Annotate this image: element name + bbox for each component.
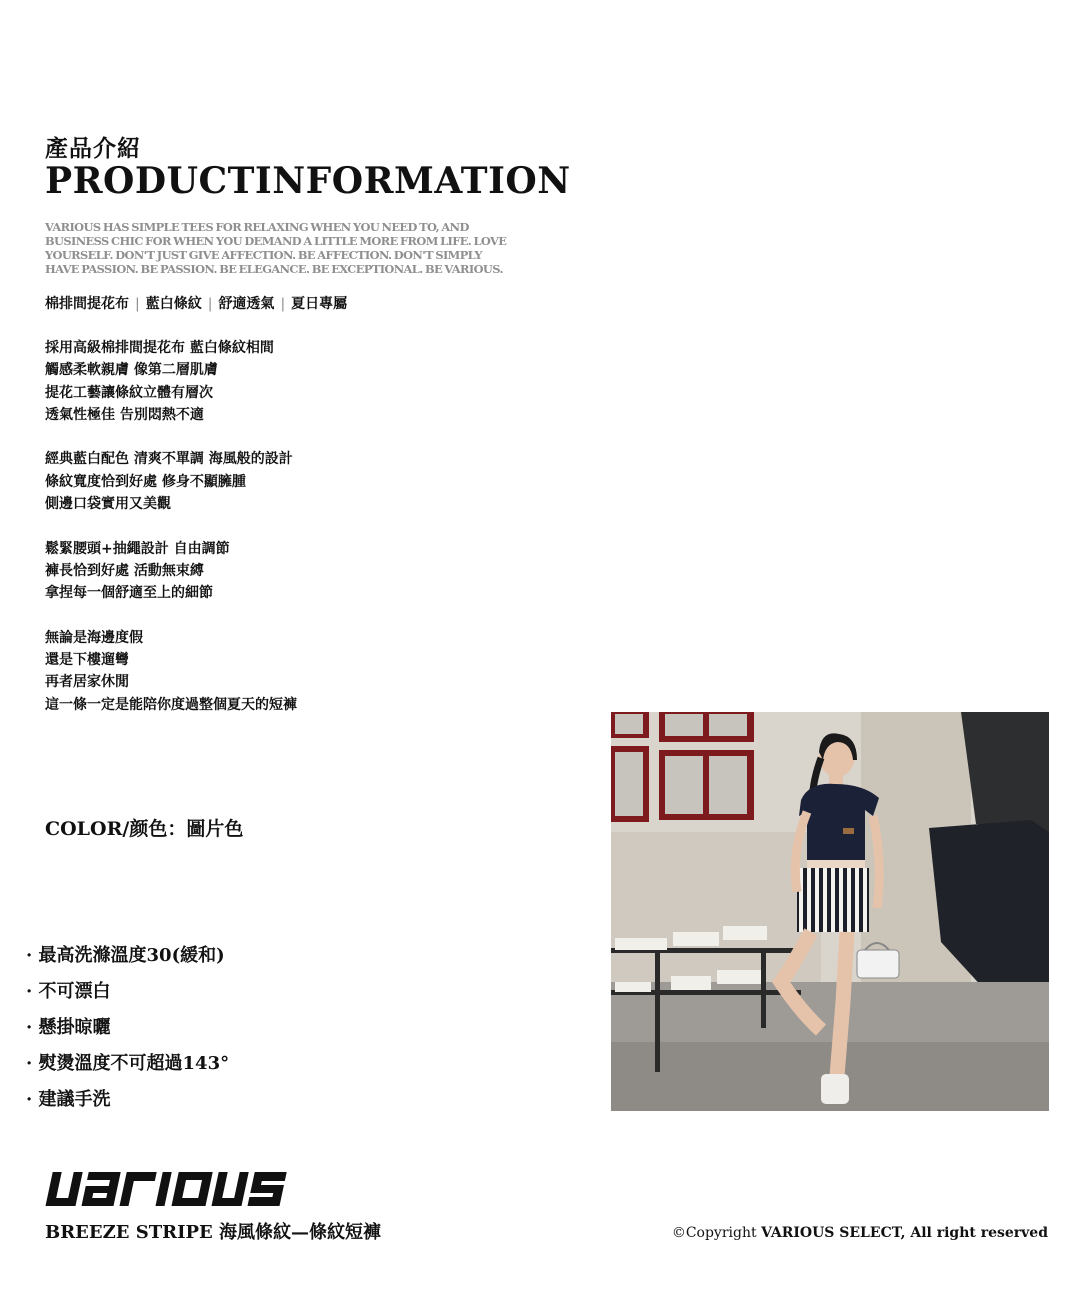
- brand-logo: [42, 1166, 310, 1214]
- feature-tagline: [45, 293, 347, 313]
- tagline-separator: |: [135, 296, 140, 312]
- description-line: 還是下樓遛彎: [45, 652, 129, 669]
- description-paragraph: [45, 627, 297, 716]
- tagline-item: 舒適透氣: [218, 296, 275, 312]
- section-title-zh: 產品介紹: [45, 135, 141, 162]
- color-label: COLOR/颜色：: [45, 818, 187, 840]
- description-line: 鬆緊腰頭+抽繩設計 自由調節: [45, 540, 230, 557]
- section-title-en: PRODUCTINFORMATION: [45, 160, 571, 202]
- description-line: 提花工藝讓條紋立體有層次: [45, 384, 213, 401]
- various-logo-mark: [42, 1166, 310, 1210]
- description-line: 無論是海邊度假: [45, 629, 143, 646]
- product-photo: [611, 712, 1049, 1111]
- color-value: 圖片色: [186, 818, 244, 840]
- product-description: [45, 337, 297, 738]
- brand-intro-text: VARIOUS HAS SIMPLE TEES FOR RELAXING WHEN YOU NEED TO, AND BUSINESS CHIC FOR WHEN YOU DEMAND A LITTLE MORE FROM LIFE. LOVE YOURSELF. DON'T JUST GIVE AFFECTION. BE AFFECTION. DON'T SIMPLY HAVE PASSION. BE PASSION. BE ELEGANCE. BE EXCEPTIONAL. BE VARIOUS.: [45, 220, 507, 276]
- tagline-item: 棉排間提花布: [45, 296, 129, 312]
- description-line: 再者居家休閒: [45, 674, 129, 691]
- description-line: 採用高級棉排間提花布 藍白條紋相間: [45, 340, 274, 356]
- care-item: · 不可漂白: [26, 981, 111, 1002]
- description-line: 這一條一定是能陪你度過整個夏天的短褲: [45, 696, 297, 713]
- tagline-item: 夏日專屬: [291, 296, 348, 312]
- description-line: 褲長恰到好處 活動無束縛: [45, 562, 204, 579]
- color-info: [45, 814, 243, 841]
- description-line: 經典藍白配色 清爽不單調 海風般的設計: [45, 451, 293, 468]
- description-line: 觸感柔軟親膚 像第二層肌膚: [45, 362, 218, 379]
- care-item: · 熨燙溫度不可超過143°: [26, 1053, 230, 1074]
- description-paragraph: [45, 337, 297, 426]
- tagline-item: 藍白條紋: [145, 296, 202, 312]
- description-line: 條紋寬度恰到好處 修身不顯臃腫: [45, 473, 246, 490]
- description-paragraph: [45, 538, 297, 605]
- description-paragraph: [45, 448, 297, 515]
- care-instructions: [26, 942, 229, 1122]
- description-line: 拿捏每一個舒適至上的細節: [45, 585, 213, 602]
- product-name: BREEZE STRIPE 海風條紋—條紋短褲: [45, 1222, 382, 1243]
- product-photo-illustration: [611, 712, 1049, 1111]
- tagline-separator: |: [207, 296, 213, 312]
- copyright-prefix: ©Copyright: [671, 1225, 762, 1241]
- care-item: · 懸掛晾曬: [26, 1017, 111, 1038]
- care-item: · 建議手洗: [26, 1089, 111, 1110]
- tagline-separator: |: [280, 296, 286, 312]
- copyright-notice: [672, 1225, 1048, 1241]
- description-line: 透氣性極佳 告別悶熱不適: [45, 406, 204, 423]
- description-line: 側邊口袋實用又美觀: [45, 496, 171, 513]
- copyright-brand: VARIOUS SELECT, All right reserved: [761, 1225, 1048, 1241]
- care-item: · 最高洗滌溫度30(緩和): [26, 945, 225, 966]
